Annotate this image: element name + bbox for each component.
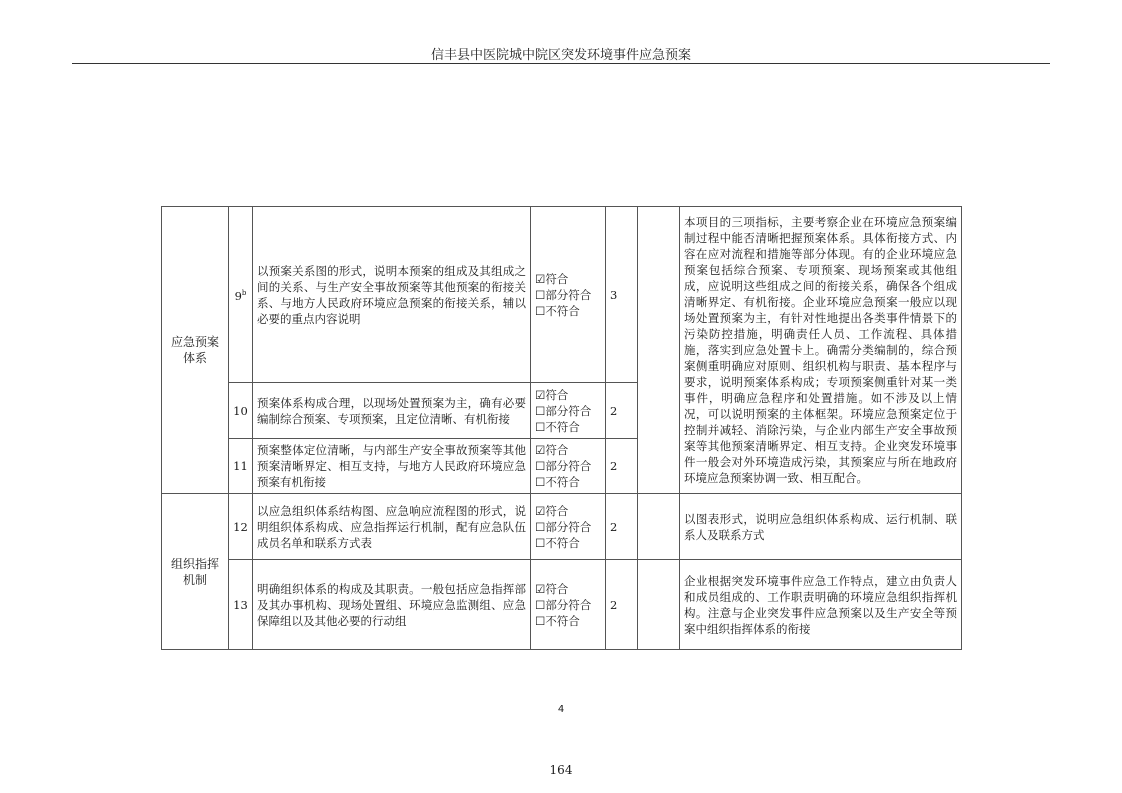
score-value: 3 <box>606 207 638 383</box>
category-label: 应急预案体系 <box>170 335 219 365</box>
option-checkbox[interactable]: ☐部分符合 <box>535 459 592 473</box>
category-label: 组织指挥机制 <box>170 556 219 587</box>
item-number: 9$^b$ <box>229 207 253 383</box>
unchecked-box-icon: ☐ <box>535 303 546 318</box>
unchecked-box-icon: ☐ <box>535 597 546 612</box>
option-checkbox[interactable]: ☑符合 <box>535 443 569 457</box>
unchecked-box-icon: ☐ <box>535 613 546 628</box>
unchecked-box-icon: ☐ <box>535 519 546 534</box>
option-checkbox[interactable]: ☑符合 <box>535 581 569 596</box>
explanation-note: 本项目的三项指标，主要考察企业在环境应急预案编制过程中能否清晰把握预案体系。具体衔接方式、内容在应对流程和措施等部分体现。有的企业环境应急预案包括综合预案、专项预案、现场预案或其他组成，应说明这些组成之间的衔接关系，确保各个组成清晰界定、有机衔接。企业环境应急预案一般应以现场处置预案为主，有针对性地提出各类事件情景下的污染防控措施，明确责任人员、工作流程、具体措施，落实到应急处置卡上。确需分类编制的，综合预案侧重明确应对原则、组织机构与职责、基本程序与要求，说明预案体系构成；专项预案侧重针对某一类事件，明确应急程序和处置措施。如不涉及以上情况，可以说明预案的主体框架。环境应急预案定位于控制并减轻、消除污染，与企业内部生产安全事故预案等其他预案清晰界定、相互支持。企业突发环境事件一般会对外环境造成污染，其预案应与所在地政府环境应急预案协调一致、相互配合。 <box>680 207 962 494</box>
table-row <box>162 207 962 383</box>
inner-page-number: 4 <box>557 704 565 715</box>
review-table <box>161 206 962 650</box>
option-checkbox[interactable]: ☐不符合 <box>535 303 580 318</box>
requirement-text: 以预案关系图的形式，说明本预案的组成及其组成之间的关系、与生产安全事故预案等其他预案的衔接关系、与地方人民政府环境应急预案的衔接关系，辅以必要的重点内容说明 <box>253 207 531 383</box>
compliance-options <box>531 439 606 494</box>
item-number: 11 <box>229 439 253 494</box>
checked-box-icon: ☑ <box>535 581 546 596</box>
score-value: 2 <box>606 494 638 560</box>
document-header-title: 信丰县中医院城中院区突发环境事件应急预案 <box>430 48 691 63</box>
blank-cell <box>638 207 680 494</box>
table-row <box>162 560 962 650</box>
checked-box-icon: ☑ <box>535 387 546 402</box>
blank-cell <box>638 560 680 650</box>
blank-cell <box>638 494 680 560</box>
option-checkbox[interactable]: ☐部分符合 <box>535 519 592 534</box>
option-checkbox[interactable]: ☑符合 <box>535 271 569 286</box>
option-checkbox[interactable]: ☐不符合 <box>535 613 580 628</box>
item-number: 13 <box>229 560 253 650</box>
outer-page-number: 164 <box>549 763 573 777</box>
checked-box-icon: ☑ <box>535 271 546 286</box>
compliance-options <box>531 494 606 560</box>
compliance-options <box>531 383 606 439</box>
requirement-text: 预案体系构成合理，以现场处置预案为主，确有必要编制综合预案、专项预案，且定位清晰、有机衔接 <box>253 383 531 439</box>
unchecked-box-icon: ☐ <box>535 535 546 550</box>
score-value: 2 <box>606 560 638 650</box>
requirement-text: 预案整体定位清晰，与内部生产安全事故预案等其他预案清晰界定、相互支持，与地方人民政府环境应急预案有机衔接 <box>253 439 531 494</box>
option-checkbox[interactable]: ☐不符合 <box>535 419 580 434</box>
checked-box-icon: ☑ <box>535 503 546 518</box>
compliance-options <box>531 560 606 650</box>
unchecked-box-icon: ☐ <box>535 287 546 302</box>
header-divider <box>72 63 1050 64</box>
option-checkbox[interactable]: ☑符合 <box>535 503 569 518</box>
checked-box-icon: ☑ <box>535 443 546 457</box>
requirement-text: 明确组织体系的构成及其职责。一般包括应急指挥部及其办事机构、现场处置组、环境应急监测组、应急保障组以及其他必要的行动组 <box>253 560 531 650</box>
option-checkbox[interactable]: ☐部分符合 <box>535 597 592 612</box>
unchecked-box-icon: ☐ <box>535 475 546 489</box>
compliance-options <box>531 207 606 383</box>
category-cell <box>162 494 229 650</box>
item-number: 12 <box>229 494 253 560</box>
unchecked-box-icon: ☐ <box>535 419 546 434</box>
table-row <box>162 494 962 560</box>
category-cell <box>162 207 229 494</box>
item-number: 10 <box>229 383 253 439</box>
option-checkbox[interactable]: ☐不符合 <box>535 475 580 489</box>
explanation-note: 企业根据突发环境事件应急工作特点，建立由负责人和成员组成的、工作职责明确的环境应急组织指挥机构。注意与企业突发事件应急预案以及生产安全等预案中组织指挥体系的衔接 <box>680 560 962 650</box>
explanation-note: 以图表形式，说明应急组织体系构成、运行机制、联系人及联系方式 <box>680 494 962 560</box>
requirement-text: 以应急组织体系结构图、应急响应流程图的形式，说明组织体系构成、应急指挥运行机制，配有应急队伍成员名单和联系方式表 <box>253 494 531 560</box>
item-number-superscript: b <box>241 289 247 298</box>
option-checkbox[interactable]: ☐部分符合 <box>535 403 592 418</box>
unchecked-box-icon: ☐ <box>535 403 546 418</box>
option-checkbox[interactable]: ☑符合 <box>535 387 569 402</box>
option-checkbox[interactable]: ☐不符合 <box>535 535 580 550</box>
score-value: 2 <box>606 439 638 494</box>
unchecked-box-icon: ☐ <box>535 459 546 473</box>
option-checkbox[interactable]: ☐部分符合 <box>535 287 592 302</box>
score-value: 2 <box>606 383 638 439</box>
